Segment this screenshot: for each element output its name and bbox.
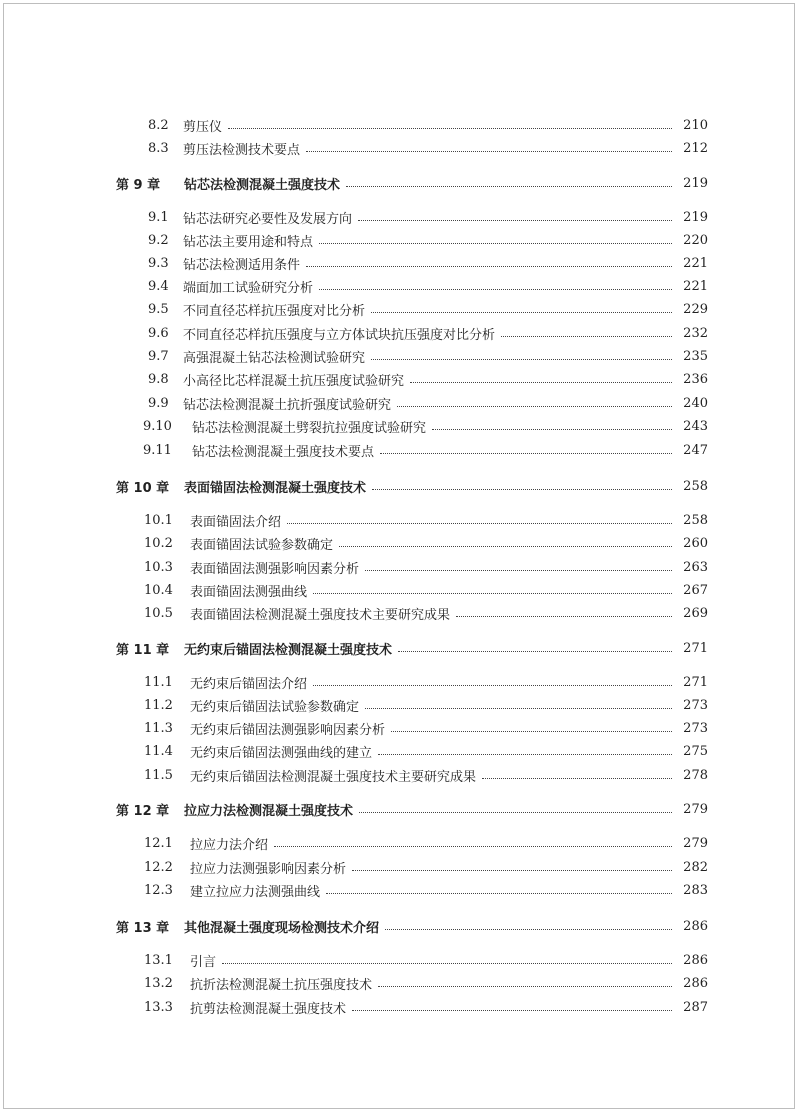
toc-entry-row (148, 368, 708, 390)
dot-leader (365, 570, 672, 571)
toc-entry-row (144, 556, 708, 578)
page-number: 279 (683, 801, 708, 817)
section-number: 9.9 (148, 395, 169, 411)
chapter-number: 第 13 章 (116, 920, 170, 936)
chapter-title: 无约束后锚固法检测混凝土强度技术 (184, 642, 393, 658)
chapter-number: 第 12 章 (116, 803, 170, 819)
section-number: 12.2 (144, 859, 173, 875)
toc-entry-row (144, 509, 708, 531)
toc-entry-row (148, 298, 708, 320)
dot-leader (319, 289, 672, 290)
page-number: 229 (683, 301, 708, 317)
page-number: 271 (683, 674, 708, 690)
page-number: 278 (683, 767, 708, 783)
dot-leader (228, 128, 672, 129)
toc-entry-row (143, 415, 708, 437)
section-number: 11.2 (144, 697, 173, 713)
section-title: 抗剪法检测混凝土强度技术 (190, 1001, 347, 1017)
dot-leader (372, 489, 672, 490)
section-title: 钻芯法检测适用条件 (183, 257, 301, 273)
section-number: 9.3 (148, 255, 169, 271)
section-title: 剪压仪 (183, 119, 223, 135)
toc-entry-row (144, 949, 708, 971)
page-number: 210 (683, 117, 708, 133)
dot-leader (358, 220, 672, 221)
chapter-title: 其他混凝土强度现场检测技术介绍 (184, 920, 380, 936)
toc-entry-row (144, 740, 708, 762)
dot-leader (319, 243, 672, 244)
page-number: 232 (683, 325, 708, 341)
section-number: 8.3 (148, 140, 169, 156)
section-title: 钻芯法主要用途和特点 (183, 234, 314, 250)
section-number: 12.3 (144, 882, 173, 898)
section-number: 10.1 (144, 512, 173, 528)
page-number: 258 (683, 512, 708, 528)
page-number: 275 (683, 743, 708, 759)
page-number: 269 (683, 605, 708, 621)
toc-entry-row (144, 832, 708, 854)
dot-leader (326, 893, 672, 894)
toc-entry-row (148, 392, 708, 414)
section-number: 11.1 (144, 674, 173, 690)
toc-entry-row (144, 717, 708, 739)
page-number: 283 (683, 882, 708, 898)
dot-leader (391, 731, 672, 732)
dot-leader (365, 708, 672, 709)
section-title: 引言 (190, 954, 217, 970)
section-number: 9.11 (143, 442, 172, 458)
dot-leader (352, 870, 672, 871)
page-number: 212 (683, 140, 708, 156)
dot-leader (222, 963, 672, 964)
section-number: 9.2 (148, 232, 169, 248)
page-number: 221 (683, 278, 708, 294)
page-number: 236 (683, 371, 708, 387)
toc-chapter-row (116, 475, 708, 497)
dot-leader (380, 453, 672, 454)
section-number: 13.3 (144, 999, 173, 1015)
toc-entry-row (144, 764, 708, 786)
dot-leader (306, 151, 672, 152)
page-number: 286 (683, 918, 708, 934)
page-number: 273 (683, 697, 708, 713)
dot-leader (287, 523, 672, 524)
section-title: 无约束后锚固法试验参数确定 (190, 699, 360, 715)
section-number: 11.4 (144, 743, 173, 759)
section-title: 不同直径芯样抗压强度对比分析 (183, 303, 366, 319)
toc-entry-row (144, 671, 708, 693)
dot-leader (339, 546, 672, 547)
dot-leader (346, 186, 672, 187)
toc-entry-row (148, 229, 708, 251)
section-number: 9.1 (148, 209, 169, 225)
section-title: 表面锚固法测强影响因素分析 (190, 561, 360, 577)
dot-leader (274, 846, 672, 847)
section-title: 不同直径芯样抗压强度与立方体试块抗压强度对比分析 (183, 327, 496, 343)
section-title: 端面加工试验研究分析 (183, 280, 314, 296)
section-title: 无约束后锚固法检测混凝土强度技术主要研究成果 (190, 769, 477, 785)
chapter-title: 钻芯法检测混凝土强度技术 (184, 177, 341, 193)
page-number: 271 (683, 640, 708, 656)
toc-entry-row (148, 345, 708, 367)
toc-entry-row (148, 322, 708, 344)
chapter-number: 第 10 章 (116, 480, 170, 496)
section-title: 建立拉应力法测强曲线 (190, 884, 321, 900)
section-number: 9.4 (148, 278, 169, 294)
dot-leader (410, 382, 672, 383)
section-number: 10.2 (144, 535, 173, 551)
page-number: 219 (683, 175, 708, 191)
section-number: 9.8 (148, 371, 169, 387)
section-title: 无约束后锚固法介绍 (190, 676, 308, 692)
page-number: 247 (683, 442, 708, 458)
page-number: 221 (683, 255, 708, 271)
dot-leader (385, 929, 672, 930)
section-number: 13.2 (144, 975, 173, 991)
dot-leader (378, 754, 672, 755)
page-number: 286 (683, 975, 708, 991)
section-title: 表面锚固法介绍 (190, 514, 282, 530)
section-title: 表面锚固法测强曲线 (190, 584, 308, 600)
toc-entry-row (144, 579, 708, 601)
page-number: 263 (683, 559, 708, 575)
page-number: 260 (683, 535, 708, 551)
toc-entry-row (148, 206, 708, 228)
chapter-title: 拉应力法检测混凝土强度技术 (184, 803, 354, 819)
toc-entry-row (143, 439, 708, 461)
dot-leader (371, 312, 672, 313)
section-title: 无约束后锚固法测强影响因素分析 (190, 722, 386, 738)
section-number: 10.3 (144, 559, 173, 575)
dot-leader (352, 1010, 672, 1011)
toc-chapter-row (116, 637, 708, 659)
toc-entry-row (148, 275, 708, 297)
chapter-number: 第 9 章 (116, 177, 161, 193)
page-number: 220 (683, 232, 708, 248)
section-number: 13.1 (144, 952, 173, 968)
toc-entry-row (144, 996, 708, 1018)
toc-entry-row (144, 602, 708, 624)
section-title: 剪压法检测技术要点 (183, 142, 301, 158)
section-number: 12.1 (144, 835, 173, 851)
section-number: 10.4 (144, 582, 173, 598)
dot-leader (501, 336, 672, 337)
section-title: 无约束后锚固法测强曲线的建立 (190, 745, 373, 761)
page-number: 258 (683, 478, 708, 494)
section-number: 9.6 (148, 325, 169, 341)
page-number: 273 (683, 720, 708, 736)
dot-leader (482, 778, 672, 779)
page-number: 240 (683, 395, 708, 411)
page-number: 267 (683, 582, 708, 598)
section-number: 9.10 (143, 418, 172, 434)
chapter-title: 表面锚固法检测混凝土强度技术 (184, 480, 367, 496)
toc-entry-row (144, 879, 708, 901)
section-number: 11.3 (144, 720, 173, 736)
dot-leader (359, 812, 672, 813)
section-number: 9.7 (148, 348, 169, 364)
dot-leader (306, 266, 672, 267)
toc-entry-row (144, 856, 708, 878)
dot-leader (456, 616, 672, 617)
section-title: 钻芯法研究必要性及发展方向 (183, 211, 353, 227)
toc-chapter-row (116, 915, 708, 937)
toc-entry-row (144, 972, 708, 994)
dot-leader (397, 406, 672, 407)
section-title: 高强混凝土钻芯法检测试验研究 (183, 350, 366, 366)
page-number: 279 (683, 835, 708, 851)
section-title: 抗折法检测混凝土抗压强度技术 (190, 977, 373, 993)
page-number: 286 (683, 952, 708, 968)
toc-entry-row (148, 137, 708, 159)
page-number: 219 (683, 209, 708, 225)
section-number: 8.2 (148, 117, 169, 133)
section-title: 钻芯法检测混凝土劈裂抗拉强度试验研究 (192, 420, 427, 436)
page-number: 287 (683, 999, 708, 1015)
page-number: 282 (683, 859, 708, 875)
dot-leader (432, 429, 672, 430)
toc-chapter-row (116, 798, 708, 820)
dot-leader (378, 986, 672, 987)
page-number: 243 (683, 418, 708, 434)
section-title: 表面锚固法试验参数确定 (190, 537, 334, 553)
toc-entry-row (148, 252, 708, 274)
section-title: 拉应力法介绍 (190, 837, 269, 853)
dot-leader (313, 593, 672, 594)
toc-entry-row (148, 114, 708, 136)
page-number: 235 (683, 348, 708, 364)
section-title: 拉应力法测强影响因素分析 (190, 861, 347, 877)
section-title: 表面锚固法检测混凝土强度技术主要研究成果 (190, 607, 451, 623)
toc-entry-row (144, 694, 708, 716)
section-title: 小高径比芯样混凝土抗压强度试验研究 (183, 373, 405, 389)
section-title: 钻芯法检测混凝土抗折强度试验研究 (183, 397, 392, 413)
section-number: 11.5 (144, 767, 173, 783)
section-number: 10.5 (144, 605, 173, 621)
section-title: 钻芯法检测混凝土强度技术要点 (192, 444, 375, 460)
toc-entry-row (144, 532, 708, 554)
dot-leader (398, 651, 672, 652)
chapter-number: 第 11 章 (116, 642, 170, 658)
toc-chapter-row (116, 172, 708, 194)
dot-leader (313, 685, 672, 686)
dot-leader (371, 359, 672, 360)
section-number: 9.5 (148, 301, 169, 317)
